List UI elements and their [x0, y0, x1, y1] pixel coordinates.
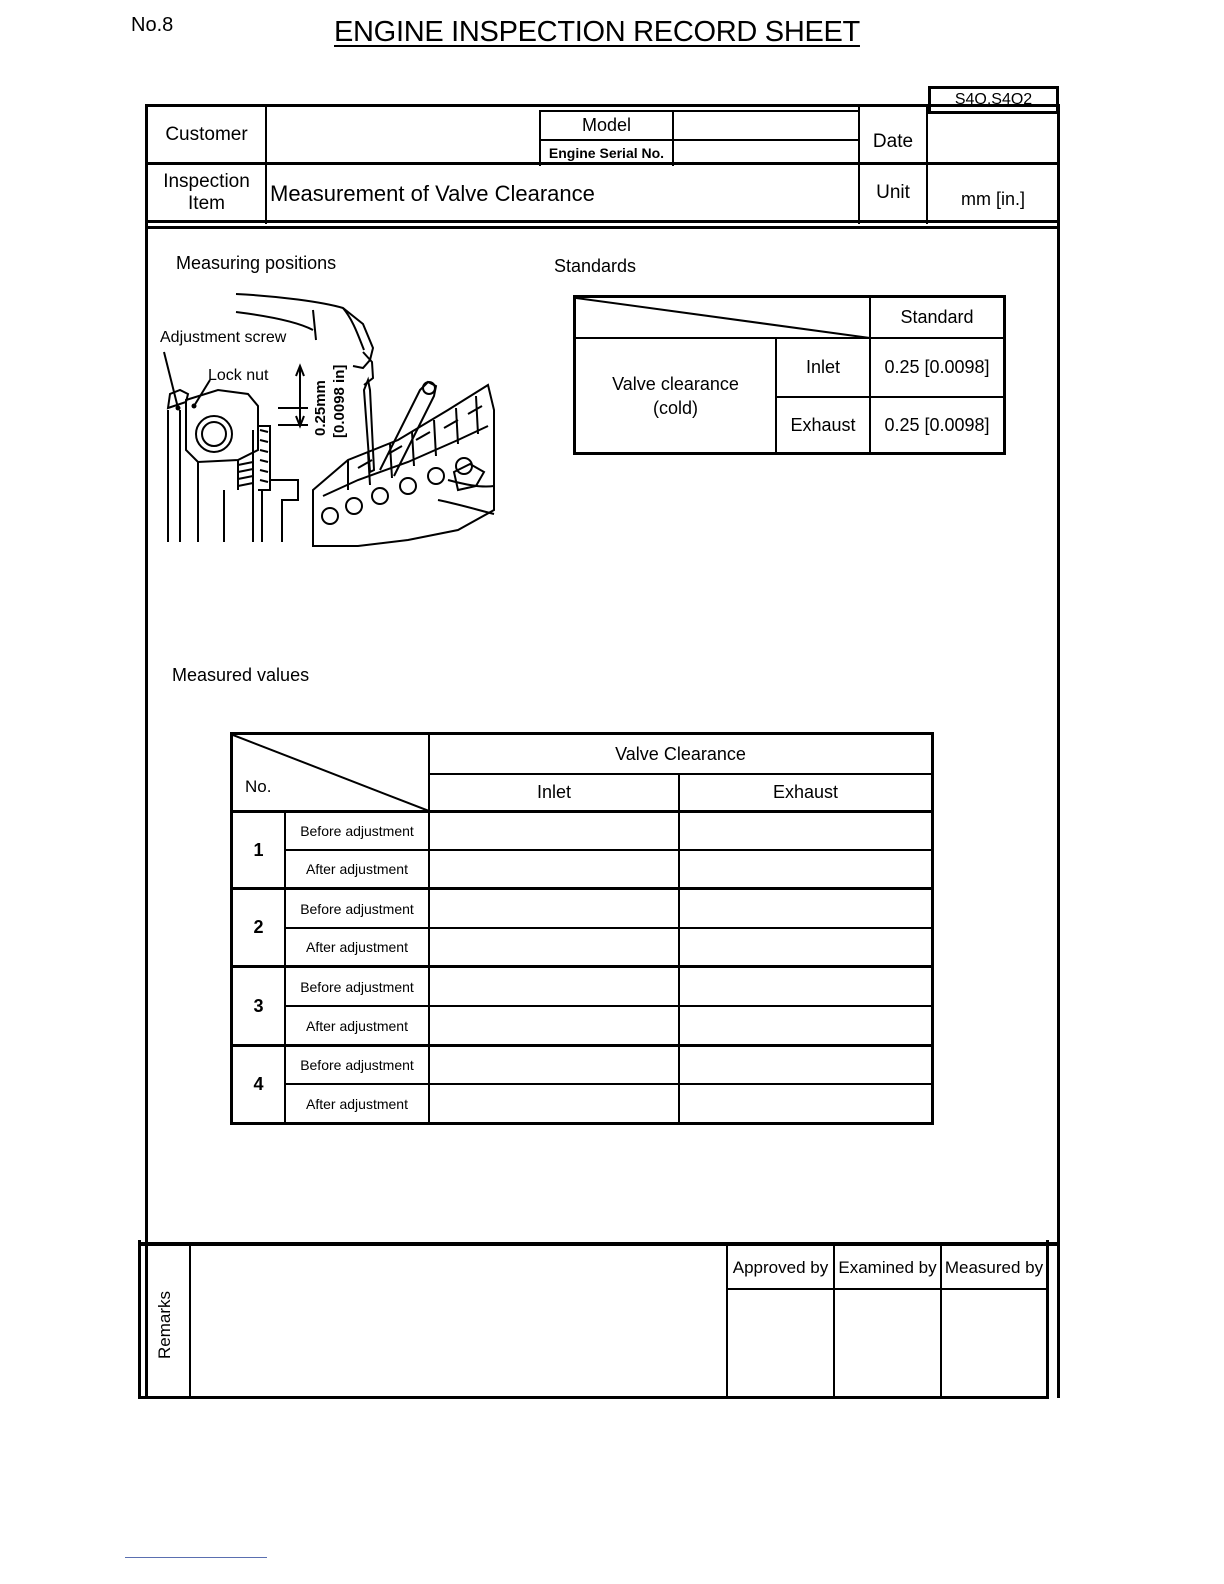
row1-after-inlet-cell[interactable]: [430, 851, 678, 887]
row4-after-exhaust-cell[interactable]: [680, 1085, 931, 1122]
serial-field[interactable]: [674, 141, 858, 165]
before-adjustment-label: Before adjustment: [300, 1057, 414, 1073]
row4-before-inlet-cell[interactable]: [430, 1047, 678, 1083]
cold-label: (cold): [652, 397, 698, 418]
inspection-label-line1: Inspection: [163, 171, 250, 192]
row1-after-exhaust-cell[interactable]: [680, 851, 931, 887]
remarks-field[interactable]: [192, 1247, 725, 1395]
standard-header: Standard: [900, 307, 974, 327]
row2-after-inlet-cell[interactable]: [430, 929, 678, 965]
model-code: S4Q,S4Q2: [954, 91, 1033, 108]
after-adjustment-label: After adjustment: [306, 1017, 408, 1034]
date-field[interactable]: [928, 117, 1058, 165]
row2-before-exhaust-cell[interactable]: [680, 890, 931, 927]
measured-by-label: Measured by: [944, 1258, 1044, 1277]
page-title: ENGINE INSPECTION RECORD SHEET: [334, 16, 860, 48]
remarks-label: Remarks: [155, 1290, 174, 1359]
row3-before-inlet-cell[interactable]: [430, 968, 678, 1005]
exhaust-label: Exhaust: [790, 414, 856, 435]
valve-clearance-illustration: [158, 290, 498, 548]
inspection-label-line2: Item: [188, 193, 225, 214]
gap-in-label: [0.0098 in]: [331, 364, 348, 438]
approved-by-signature-field[interactable]: [728, 1290, 833, 1396]
row1-before-inlet-cell[interactable]: [430, 813, 678, 849]
row4-after-inlet-cell[interactable]: [430, 1085, 678, 1122]
model-field[interactable]: [674, 112, 858, 139]
inlet-label: Inlet: [805, 357, 841, 377]
row3-before-exhaust-cell[interactable]: [680, 968, 931, 1005]
row2-after-exhaust-cell[interactable]: [680, 929, 931, 965]
inlet-standard-value: 0.25 [0.0098]: [884, 357, 990, 377]
after-adjustment-label: After adjustment: [306, 939, 408, 955]
lock-nut-label: Lock nut: [208, 367, 269, 384]
inlet-column-header: Inlet: [536, 782, 572, 802]
measured-values-heading: Measured values: [172, 665, 310, 685]
before-adjustment-label: Before adjustment: [300, 823, 414, 839]
unit-label: Unit: [876, 182, 910, 203]
customer-label: Customer: [165, 124, 248, 145]
standards-heading: Standards: [554, 256, 637, 276]
row3-after-exhaust-cell[interactable]: [680, 1007, 931, 1044]
model-label: Model: [581, 115, 632, 135]
row-number: 2: [253, 917, 264, 937]
measuring-positions-heading: Measuring positions: [176, 253, 337, 273]
examined-by-label: Examined by: [838, 1258, 937, 1277]
measured-diagonal: [233, 735, 429, 811]
measured-by-signature-field[interactable]: [942, 1290, 1046, 1396]
sheet-number: No.8: [131, 14, 174, 36]
approved-by-label: Approved by: [732, 1258, 829, 1277]
exhaust-standard-value: 0.25 [0.0098]: [884, 414, 990, 435]
before-adjustment-label: Before adjustment: [300, 978, 414, 995]
customer-field[interactable]: [268, 107, 538, 163]
standards-diagonal: [576, 298, 870, 338]
valve-clearance-label: Valve clearance: [612, 373, 739, 394]
before-adjustment-label: Before adjustment: [300, 900, 414, 917]
serial-label: Engine Serial No.: [548, 145, 665, 161]
exhaust-column-header: Exhaust: [772, 782, 839, 802]
row-number: 1: [253, 840, 264, 860]
row3-after-inlet-cell[interactable]: [430, 1007, 678, 1044]
bottom-rule: [125, 1557, 267, 1558]
inspection-item-label: [148, 165, 265, 221]
no-column-label: No.: [245, 777, 272, 796]
examined-by-signature-field[interactable]: [835, 1290, 940, 1396]
date-label: Date: [872, 131, 914, 152]
adjustment-screw-label: Adjustment screw: [160, 329, 287, 346]
row-number: 4: [253, 1074, 264, 1094]
row2-before-inlet-cell[interactable]: [430, 890, 678, 927]
gap-mm-label: 0.25mm: [312, 380, 329, 436]
inspection-item-value: Measurement of Valve Clearance: [270, 181, 595, 206]
after-adjustment-label: After adjustment: [306, 1095, 408, 1112]
unit-value: mm [in.]: [960, 188, 1025, 209]
valve-clearance-header: Valve Clearance: [615, 743, 746, 764]
row4-before-exhaust-cell[interactable]: [680, 1047, 931, 1083]
after-adjustment-label: After adjustment: [306, 861, 408, 877]
row-number: 3: [253, 995, 264, 1016]
valve-clearance-cold-label: [576, 339, 775, 452]
row1-before-exhaust-cell[interactable]: [680, 813, 931, 849]
